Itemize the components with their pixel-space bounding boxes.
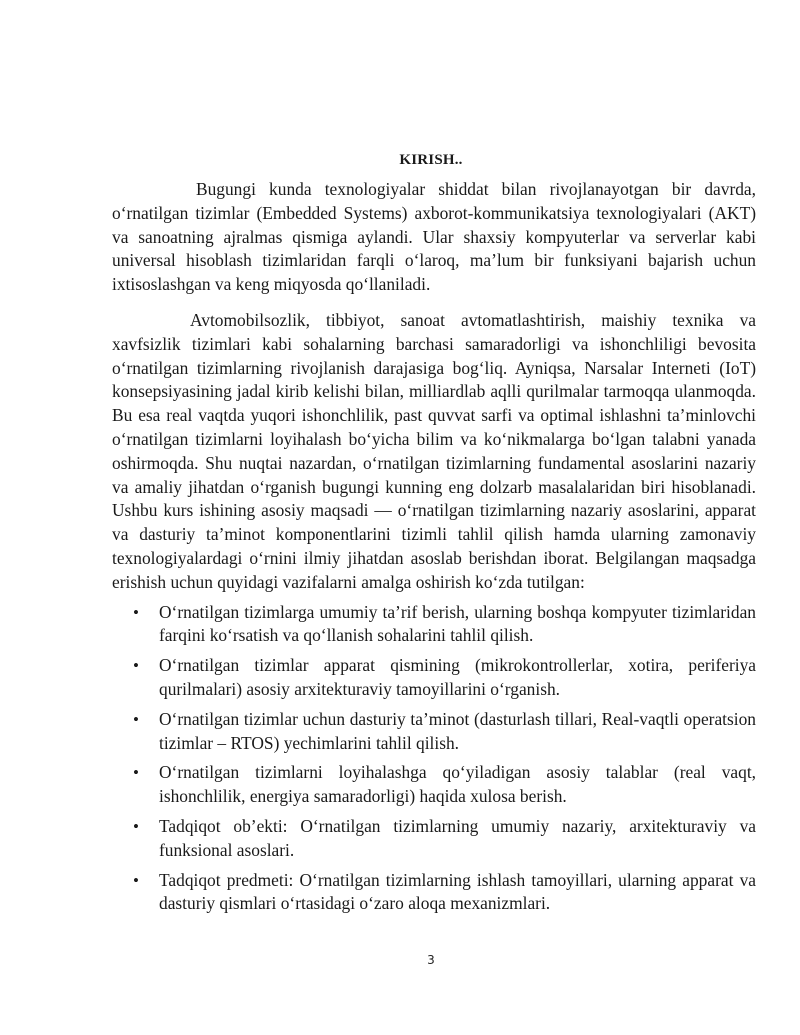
context-paragraph: Avtomobilsozlik, tibbiyot, sanoat avtomatlashtirish, maishiy texnika va xavfsizlik tizimlari kabi sohalarning barchasi samaradorligi va ishonchliligi bevosita o‘rnatilgan tizimlarning rivojlanish darajasiga bog‘liq. Ayniqsa, Narsalar Interneti (IoT) konsepsiyasining jadal kirib kelishi bilan, milliardlab aqlli qurilmalar tarmoqqa ulanmoqda. Bu esa real vaqtda yuqori ishonchlilik, past quvvat sarfi va optimal ishlashni ta’minlovchi o‘rnatilgan tizimlarni loyihalash bo‘yicha bilim va ko‘nikmalarga bo‘lgan talabni yanada oshirmoqda. Shu nuqtai nazardan, o‘rnatilgan tizimlarning fundamental asoslarini nazariy va amaliy jihatdan o‘rganish bugungi kunning eng dolzarb masalalaridan biri hisoblanadi. Ushbu kurs ishining asosiy maqsadi — o‘rnatilgan tizimlarning nazariy asoslarini, apparat va dasturiy ta’minot komponentlarini tizimli tahlil qilish hamda ularning zamonaviy texnologiyalardagi o‘rnini ilmiy jihatdan asoslab berishdan iborat. Belgilangan maqsadga erishish uchun quyidagi vazifalarni amalga oshirish ko‘zda tutilgan: <box>112 309 756 592</box>
list-item <box>112 708 756 756</box>
bullet-icon: • <box>133 870 139 890</box>
section-heading: KIRISH.. <box>399 152 463 168</box>
list-item-text: O‘rnatilgan tizimlar uchun dasturiy ta’minot (dasturlash tillari, Real-vaqtli operatsion tizimlar – RTOS) yechimlarini tahlil qilish. <box>159 708 756 753</box>
list-item-text: O‘rnatilgan tizimlar apparat qismining (mikrokontrollerlar, xotira, periferiya qurilmalari) asosiy arxitekturaviy tamoyillarini o‘rganish. <box>159 655 756 699</box>
list-item-text: Tadqiqot predmeti: O‘rnatilgan tizimlarning ishlash tamoyillari, ularning apparat va dasturiy qismlari o‘rtasidagi o‘zaro aloqa mexanizmlari. <box>159 869 756 914</box>
bullet-icon: • <box>133 709 139 729</box>
bullet-icon: • <box>133 816 139 836</box>
list-item <box>112 761 756 809</box>
task-list <box>112 601 756 917</box>
bullet-icon: • <box>133 763 139 783</box>
list-item <box>112 869 756 917</box>
list-item-text: O‘rnatilgan tizimlarga umumiy ta’rif berish, ularning boshqa kompyuter tizimlaridan farqini ko‘rsatish va qo‘llanish sohalarini tahlil qilish. <box>159 601 756 646</box>
page-number: 3 <box>427 953 435 967</box>
list-item <box>112 601 756 649</box>
list-item <box>112 654 756 702</box>
list-item-text: Tadqiqot ob’ekti: O‘rnatilgan tizimlarning umumiy nazariy, arxitekturaviy va funksional asoslari. <box>159 815 756 860</box>
list-item-text: O‘rnatilgan tizimlarni loyihalashga qo‘yiladigan asosiy talablar (real vaqt, ishonchlilik, energiya samaradorligi) haqida xulosa berish. <box>159 762 756 807</box>
bullet-icon: • <box>133 602 139 622</box>
body-text <box>112 178 756 916</box>
bullet-icon: • <box>133 656 139 676</box>
intro-paragraph: Bugungi kunda texnologiyalar shiddat bilan rivojlanayotgan bir davrda, o‘rnatilgan tizimlar (Embedded Systems) axborot-kommunikatsiya texnologiyalari (AKT) va sanoatning ajralmas qismiga aylandi. Ular shaxsiy kompyuterlar va serverlar kabi universal hisoblash tizimlaridan farqli o‘laroq, ma’lum bir funksiyani bajarish uchun ixtisoslashgan va keng miqyosda qo‘llaniladi. <box>112 179 756 295</box>
list-item <box>112 815 756 863</box>
